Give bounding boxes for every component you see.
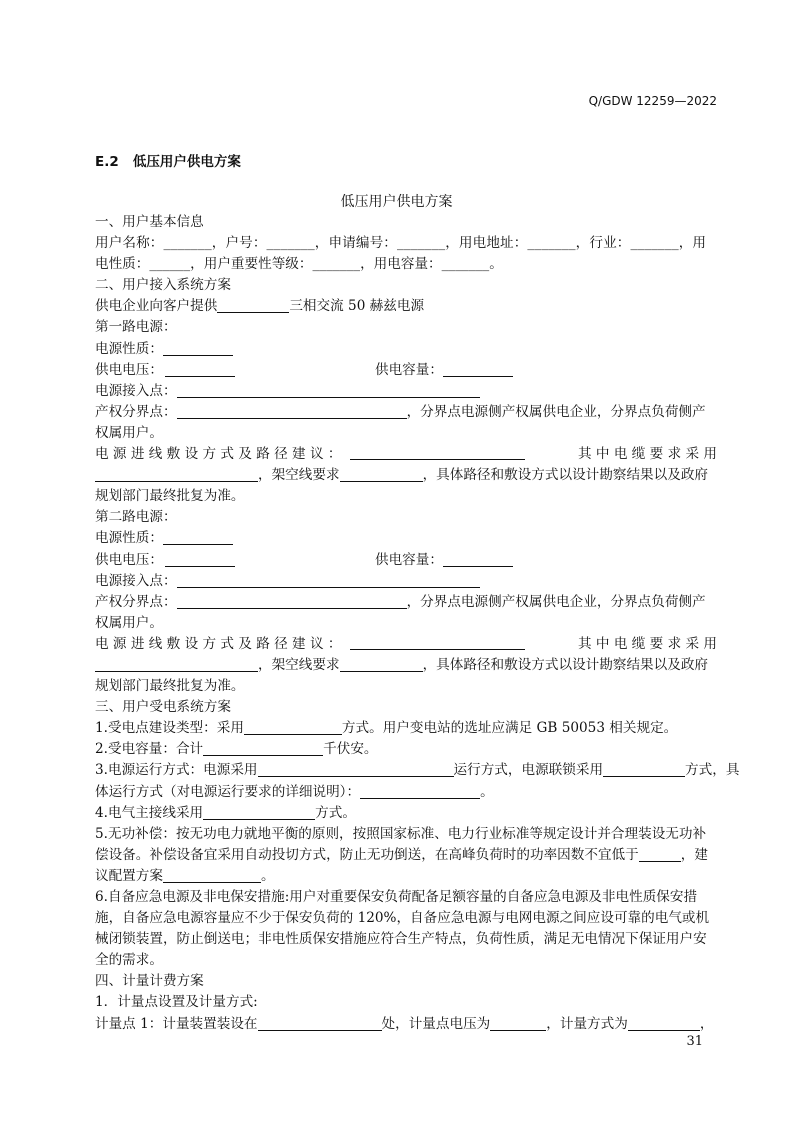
first-power-nature [95,339,717,360]
blank [350,634,525,650]
text: 方式，具 [685,762,740,779]
blank [360,783,480,799]
first-power-heading: 第一路电源： [95,319,177,336]
supply-frequency-text: 三相交流 50 赫兹电源 [289,298,425,315]
second-routing-line-3: 规划部门最终批复为准。 [95,678,245,695]
supply-provision-line [95,296,717,317]
second-access-point [95,571,717,592]
text: 运行方式，电源联锁采用 [453,762,604,779]
document-title: 低压用户供电方案 [340,194,453,210]
text: ，具体路径和敷设方式以设计勘察结果以及政府 [422,467,709,484]
second-voltage-capacity [95,550,717,571]
first-routing-line [95,444,717,465]
reactive-compensation-3 [95,866,717,887]
second-routing-line [95,634,717,655]
label: 电 源 进 线 敷 设 方 式 及 路 径 建 议 ： [95,635,342,652]
text: 1.受电点建设类型：采用 [95,720,244,737]
text: 方式。 [315,804,356,821]
blank [163,340,233,356]
text: 体运行方式（对电源运行要求的详细说明）： [95,783,361,800]
label: 电源接入点： [95,382,177,399]
blank [258,761,454,777]
blank [163,867,261,883]
main-wiring [95,803,717,824]
blank [490,1015,546,1031]
blank [340,656,423,672]
emergency-power-1: 6.自备应急电源及非电保安措施:用户对重要保安负荷配备足额容量的自备应急电源及非电性质保安措 [95,889,698,905]
text: 。 [260,867,275,884]
blank [244,719,342,735]
document-body [95,212,740,1035]
label: 产权分界点： [95,593,177,610]
text: 偿设备。补偿设备宜采用自动投切方式，防止无功倒送，在高峰负荷时的功率因数不宜低于 [95,846,639,863]
heading-basic-info: 一、用户基本信息 [95,214,204,230]
section-number: E.2 [95,154,119,170]
text: 议配置方案 [95,867,163,884]
blank [628,1015,700,1031]
label: 电 源 进 线 敷 设 方 式 及 路 径 建 议 ： [95,446,342,463]
blank [177,382,480,398]
blank [165,551,235,567]
label: 供电容量： [375,361,443,378]
text: 。 [480,783,494,800]
text: 2.受电容量：合计 [95,741,204,758]
blank [443,551,513,567]
second-property-line [95,592,717,613]
text: ，具体路径和敷设方式以设计勘察结果以及政府 [422,656,709,673]
blank [177,593,407,609]
heading-access-system: 二、用户接入系统方案 [95,277,231,294]
heading-metering: 四、计量计费方案 [95,973,204,990]
blank [443,361,513,377]
blank [340,466,423,482]
receiving-point-type [95,718,717,739]
first-voltage-capacity [95,360,717,381]
text: ，计量方式为 [546,1015,628,1032]
standard-code: Q/GDW 12259—2022 [588,94,717,108]
text: 4.电气主接线采用 [95,804,204,821]
second-power-nature [95,528,717,549]
basic-info-line-2: 电性质：______，用户重要性等级：_______，用电容量：_______。 [95,256,503,273]
first-access-point [95,381,717,402]
label: 电源性质： [95,340,163,357]
first-property-line [95,402,717,423]
blank [639,846,681,862]
first-property-line-2: 权属用户。 [95,424,163,441]
label: 供电容量： [375,551,443,568]
emergency-power-4: 全的需求。 [95,952,163,969]
supply-provision-text: 供电企业向客户提供 [95,298,218,315]
text: ， [699,1015,714,1032]
second-power-heading: 第二路电源： [95,509,177,526]
first-routing-line-2 [95,465,717,486]
text: 方式。用户变电站的选址应满足 GB 50053 相关规定。 [341,720,678,737]
operation-mode-2 [95,782,717,803]
page-number: 31 [686,1034,703,1049]
blank [177,572,480,588]
second-routing-line-2 [95,655,717,676]
text: 3.电源运行方式：电源采用 [95,762,258,779]
text: ，建 [680,846,708,863]
first-routing-line-3: 规划部门最终批复为准。 [95,488,245,505]
reactive-compensation-2 [95,845,717,866]
blank [217,297,289,313]
text: ，分界点电源侧产权属供电企业，分界点负荷侧产 [406,593,706,610]
label: 供电电压： [95,551,163,568]
text: ，分界点电源侧产权属供电企业，分界点负荷侧产 [406,403,706,420]
metering-point-1 [95,1014,717,1035]
label: 电源性质： [95,530,163,547]
text: 处，计量点电压为 [381,1015,491,1032]
section-title: 低压用户供电方案 [132,154,241,170]
blank [95,466,258,482]
operation-mode [95,760,740,781]
text: 千伏安。 [323,741,378,758]
text: ，架空线要求 [258,467,340,484]
metering-setup: 1．计量点设置及计量方式: [95,994,258,1011]
emergency-power-3: 械闭锁装置，防止倒送电；非电性质保安措施应符合生产特点，负荷性质，满足无电情况下保证用户安 [95,931,707,948]
text: 计量点 1：计量装置装设在 [95,1015,258,1032]
heading-receiving-system: 三、用户受电系统方案 [95,699,231,716]
blank [203,804,315,820]
blank [203,740,323,756]
blank [177,403,407,419]
receiving-capacity [95,739,717,760]
text: 其 中 电 缆 要 求 采 用 [578,635,717,652]
blank [603,761,685,777]
text: ，架空线要求 [258,656,340,673]
blank [258,1015,382,1031]
text: 其 中 电 缆 要 求 采 用 [578,446,717,463]
basic-info-line-1: 用户名称：_______，户号：_______，申请编号：_______，用电地址：_______，行业：_______，用 [95,235,707,252]
label: 电源接入点： [95,572,177,589]
emergency-power-2: 施，自备应急电源容量应不少于保安负荷的 120%，自备应急电源与电网电源之间应设可靠的电气或机 [95,910,710,927]
section-heading [95,150,241,170]
blank [165,361,235,377]
label: 产权分界点： [95,403,177,420]
blank [163,529,233,545]
reactive-compensation-1: 5.无功补偿：按无功电力就地平衡的原则，按照国家标准、电力行业标准等规定设计并合理装设无功补 [95,825,707,842]
blank [95,656,258,672]
second-property-line-2: 权属用户。 [95,614,163,631]
label: 供电电压： [95,361,163,378]
blank [350,444,525,460]
